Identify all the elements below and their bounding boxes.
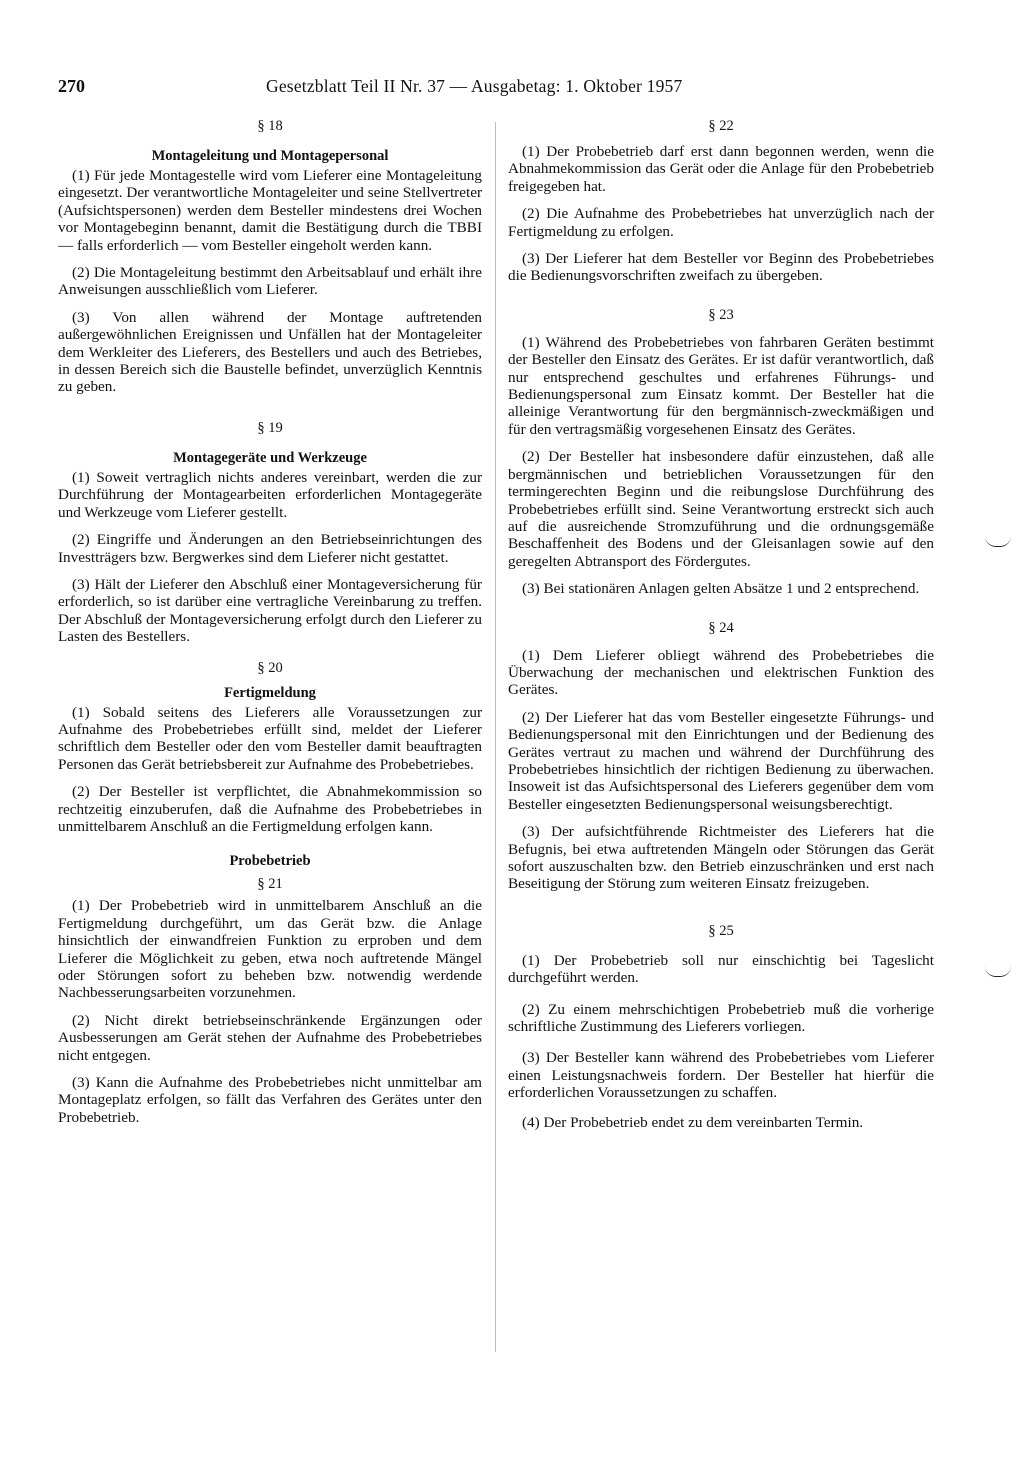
paragraph: (3) Hält der Lieferer den Abschluß einer Montageversicherung für erforderlich, so ist darüber eine vertragliche Vereinbarung zu treffen. Der Abschluß der Montageversicherung erfolgt durch den Lieferer zu Lasten des Bestellers.: [58, 575, 482, 646]
paragraph: (3) Der Besteller kann während des Probebetriebes vom Lieferer einen Leistungsnachweis fordern. Der Besteller hat hierfür die erforderlichen Voraussetzungen zu schaffen.: [508, 1049, 934, 1102]
page-header: [58, 76, 946, 102]
margin-mark: [985, 966, 1011, 977]
paragraph: (1) Soweit vertraglich nichts anderes vereinbart, werden die zur Durchführung der Montagearbeiten erforderlichen Montagegeräte und Werkzeuge vom Lieferer gestellt.: [58, 468, 482, 521]
paragraph: (1) Der Probebetrieb soll nur einschichtig bei Tageslicht durchgeführt werden.: [508, 951, 934, 987]
left-column: [58, 118, 482, 1126]
paragraph: (2) Der Lieferer hat das vom Besteller eingesetzte Führungs- und Bedienungspersonal mit den Einrichtungen und der Bedienung des Gerätes vertraut zu machen und während der Durchführung des Probebetriebes hinsichtlich der richtigen Bedienung zu überwachen. Insoweit ist das Aufsichtspersonal des Lieferers gegenüber dem vom Besteller eingesetzten Bedienungspersonal weisungsberechtigt.: [508, 708, 934, 813]
paragraph: (3) Bei stationären Anlagen gelten Absätze 1 und 2 entsprechend.: [522, 580, 920, 598]
paragraph: (1) Dem Lieferer obliegt während des Probebetriebes die Überwachung der mechanischen und elektrischen Funktion des Gerätes.: [508, 646, 934, 699]
section-heading: Montagegeräte und Werkzeuge: [173, 449, 367, 466]
paragraph: (2) Der Besteller hat insbesondere dafür einzustehen, daß alle bergmännischen und betrieblichen Voraussetzungen für den termingerechten Beginn und die reibungslose Durchführung des Probebetriebes erfüllt sind. Seine Verantwortung erstreckt sich auch auf die ausreichende Stromzuführung und die ordnungsgemäße Beschaffenheit des Bodens und der Gleisanlagen sowie auf den geregelten Abtransport des Fördergutes.: [508, 448, 934, 570]
paragraph: (4) Der Probebetrieb endet zu dem vereinbarten Termin.: [522, 1113, 864, 1131]
paragraph: (1) Der Probebetrieb wird in unmittelbarem Anschluß an die Fertigmeldung durchgeführt, um das Gerät bzw. die Anlage hinsichtlich der einwandfreien Funktion zu erproben und dem Lieferer die Möglichkeit zu geben, etwa noch auftretende Mängel oder Störungen sofort zu beheben bzw. notwendig werdende Nachbesserungsarbeiten vorzunehmen.: [58, 897, 482, 1002]
column-divider: [495, 122, 496, 1352]
gazette-title: Gesetzblatt Teil II Nr. 37 — Ausgabetag: 1. Oktober 1957: [266, 76, 683, 96]
paragraph: (2) Zu einem mehrschichtigen Probebetrieb muß die vorherige schriftliche Zustimmung des Lieferers vorliegen.: [508, 1000, 934, 1036]
section-number: § 18: [257, 118, 283, 134]
section-heading: Montageleitung und Montagepersonal: [151, 148, 389, 164]
paragraph: (2) Eingriffe und Änderungen an den Betriebseinrichtungen des Investträgers bzw. Bergwerkes sind dem Lieferer nicht gestattet.: [58, 531, 482, 566]
section-number: § 21: [257, 876, 283, 893]
margin-mark: [985, 536, 1011, 547]
paragraph: (1) Für jede Montagestelle wird vom Lieferer eine Montageleitung eingesetzt. Der verantwortliche Montageleiter und seine Stellvertreter (Aufsichtspersonen) werden dem Besteller mindestens drei Wochen vor Montagebeginn benannt, damit die Bestätigung durch die TBBI — falls erforderlich — vom Besteller eingeholt werden kann.: [58, 167, 482, 254]
paragraph: (1) Der Probebetrieb darf erst dann begonnen werden, wenn die Abnahmekommission das Gerät oder die Anlage für den Probebetrieb freigegeben hat.: [508, 143, 934, 195]
section-number: § 22: [708, 118, 734, 134]
section-heading: Probebetrieb: [229, 853, 311, 870]
section-number: § 19: [257, 419, 283, 436]
paragraph: (1) Während des Probebetriebes von fahrbaren Geräten bestimmt der Besteller den Einsatz des Gerätes. Er ist dafür verantwortlich, daß nur entsprechend geschultes und erfahrenes Führungs- und Bedienungspersonal zum Einsatz kommt. Der Besteller hat die alleinige Verantwortung für den bergmännisch-zweckmäßigen und für den vertragsmäßig vorgesehenen Einsatz des Gerätes.: [508, 333, 934, 438]
section-number: § 25: [708, 922, 734, 939]
paragraph: (2) Die Montageleitung bestimmt den Arbeitsablauf und erhält ihre Anweisungen ausschließlich vom Lieferer.: [58, 264, 482, 299]
paragraph: (2) Die Aufnahme des Probebetriebes hat unverzüglich nach der Fertigmeldung zu erfolgen.: [508, 205, 934, 240]
paragraph: (1) Sobald seitens des Lieferers alle Voraussetzungen zur Aufnahme des Probebetriebes erfüllt sind, meldet der Lieferer schriftlich dem Besteller oder den vom Besteller damit beauftragten Personen das Gerät betriebsbereit zur Aufnahme des Probebetriebes.: [58, 703, 482, 773]
paragraph: (3) Der Lieferer hat dem Besteller vor Beginn des Probebetriebes die Bedienungsvorschriften zweifach zu übergeben.: [508, 250, 934, 285]
paragraph: (3) Der aufsichtführende Richtmeister des Lieferers hat die Befugnis, bei etwa auftretenden Mängeln oder Störungen das Gerät sofort auszuschalten bzw. den Betrieb einzuschränken und erst nach Beseitigung der Störung zum weiteren Einsatz freizugeben.: [508, 823, 934, 893]
paragraph: (2) Der Besteller ist verpflichtet, die Abnahmekommission so rechtzeitig einzuberufen, daß die Aufnahme des Probebetriebes in unmittelbarem Anschluß an die Fertigmeldung erfolgen kann.: [58, 783, 482, 835]
section-heading: Fertigmeldung: [224, 684, 316, 701]
section-number: § 23: [708, 306, 734, 323]
section-number: § 24: [708, 619, 734, 636]
section-number: § 20: [257, 659, 283, 676]
paragraph: (3) Kann die Aufnahme des Probebetriebes nicht unmittelbar am Montageplatz erfolgen, so fällt das Verfahren des Gerätes unter den Probebetrieb.: [58, 1074, 482, 1126]
right-column: [508, 118, 934, 1131]
paragraph: (3) Von allen während der Montage auftretenden außergewöhnlichen Ereignissen und Unfällen hat der Montageleiter dem Werkleiter des Lieferers, des Bestellers und auch des Betriebes, in dessen Bereich sich die Baustelle befindet, unverzüglich Kenntnis zu geben.: [58, 308, 482, 396]
page-number: 270: [58, 76, 85, 96]
paragraph: (2) Nicht direkt betriebseinschränkende Ergänzungen oder Ausbesserungen am Gerät stehen der Aufnahme des Probebetriebes nicht entgegen.: [58, 1011, 482, 1064]
